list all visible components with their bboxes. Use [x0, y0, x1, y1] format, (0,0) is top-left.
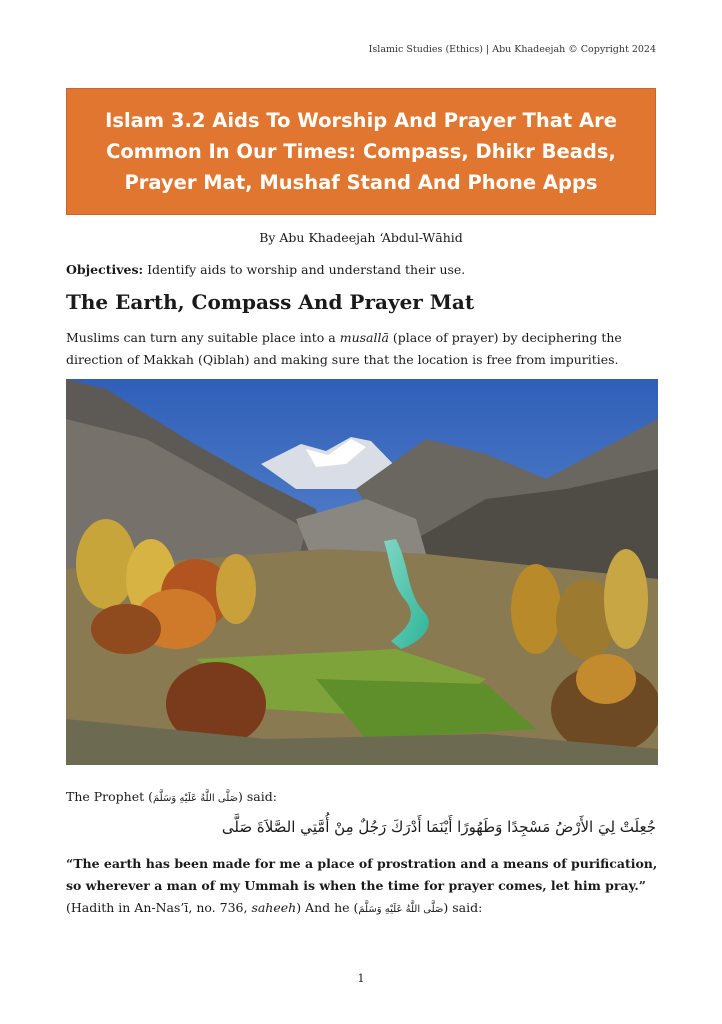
objectives [66, 262, 666, 277]
hadith-grade: saheeh [251, 900, 297, 915]
hadith-closing: ) said: [443, 900, 483, 915]
prophet-line-start: The Prophet ( [66, 789, 153, 804]
running-header: Islamic Studies (Ethics) | Abu Khadeejah © Copyright 2024 [368, 44, 656, 55]
intro-text-start: Muslims can turn any suitable place into a [66, 330, 340, 345]
arabic-hadith-text: جُعِلَتْ لِيَ الأَرْضُ مَسْجِدًا وَطَهُورًا أَيْنَمَا أَدْرَكَ رَجُلٌ مِنْ أُمَّتِي الصَّلاَةَ صَلَّى [221, 818, 656, 836]
hadith-quote: “The earth has been made for me a place of prostration and a means of purification, so wherever a man of my Ummah is when the time for prayer comes, let him pray.” [66, 856, 658, 893]
prophet-line-end: ) said: [238, 789, 277, 804]
section-heading: The Earth, Compass And Prayer Mat [66, 290, 475, 314]
hadith-ref-start: (Hadith in An-Nas’ī, no. 736, [66, 900, 252, 915]
prophet-said-line [66, 789, 277, 804]
hadith-ref-end: ) And he ( [296, 900, 359, 915]
intro-paragraph [66, 327, 666, 371]
title-banner [66, 88, 656, 215]
objectives-label: Objectives: [66, 262, 144, 277]
hadith-translation [66, 853, 666, 921]
mountain-valley-photo [66, 379, 658, 765]
salawat-honorific-2: صَلَّى اللَّهُ عَلَيْهِ وَسَلَّمَ [358, 904, 444, 915]
salawat-honorific: صَلَّى اللَّهُ عَلَيْهِ وَسَلَّمَ [153, 793, 238, 804]
document-title: Islam 3.2 Aids To Worship And Prayer That Are Common In Our Times: Compass, Dhikr Beads, Prayer Mat, Mushaf Stand And Phone Apps [105, 109, 617, 194]
intro-text-end: (place of prayer) by deciphering the direction of Makkah (Qiblah) and making sure that the location is free from impurities. [66, 330, 622, 367]
author-line: By Abu Khadeejah ‘Abdul-Wāhid [259, 230, 463, 245]
objectives-text: Identify aids to worship and understand their use. [143, 262, 466, 277]
page-number: 1 [357, 972, 365, 985]
intro-term: musallā [339, 330, 389, 345]
